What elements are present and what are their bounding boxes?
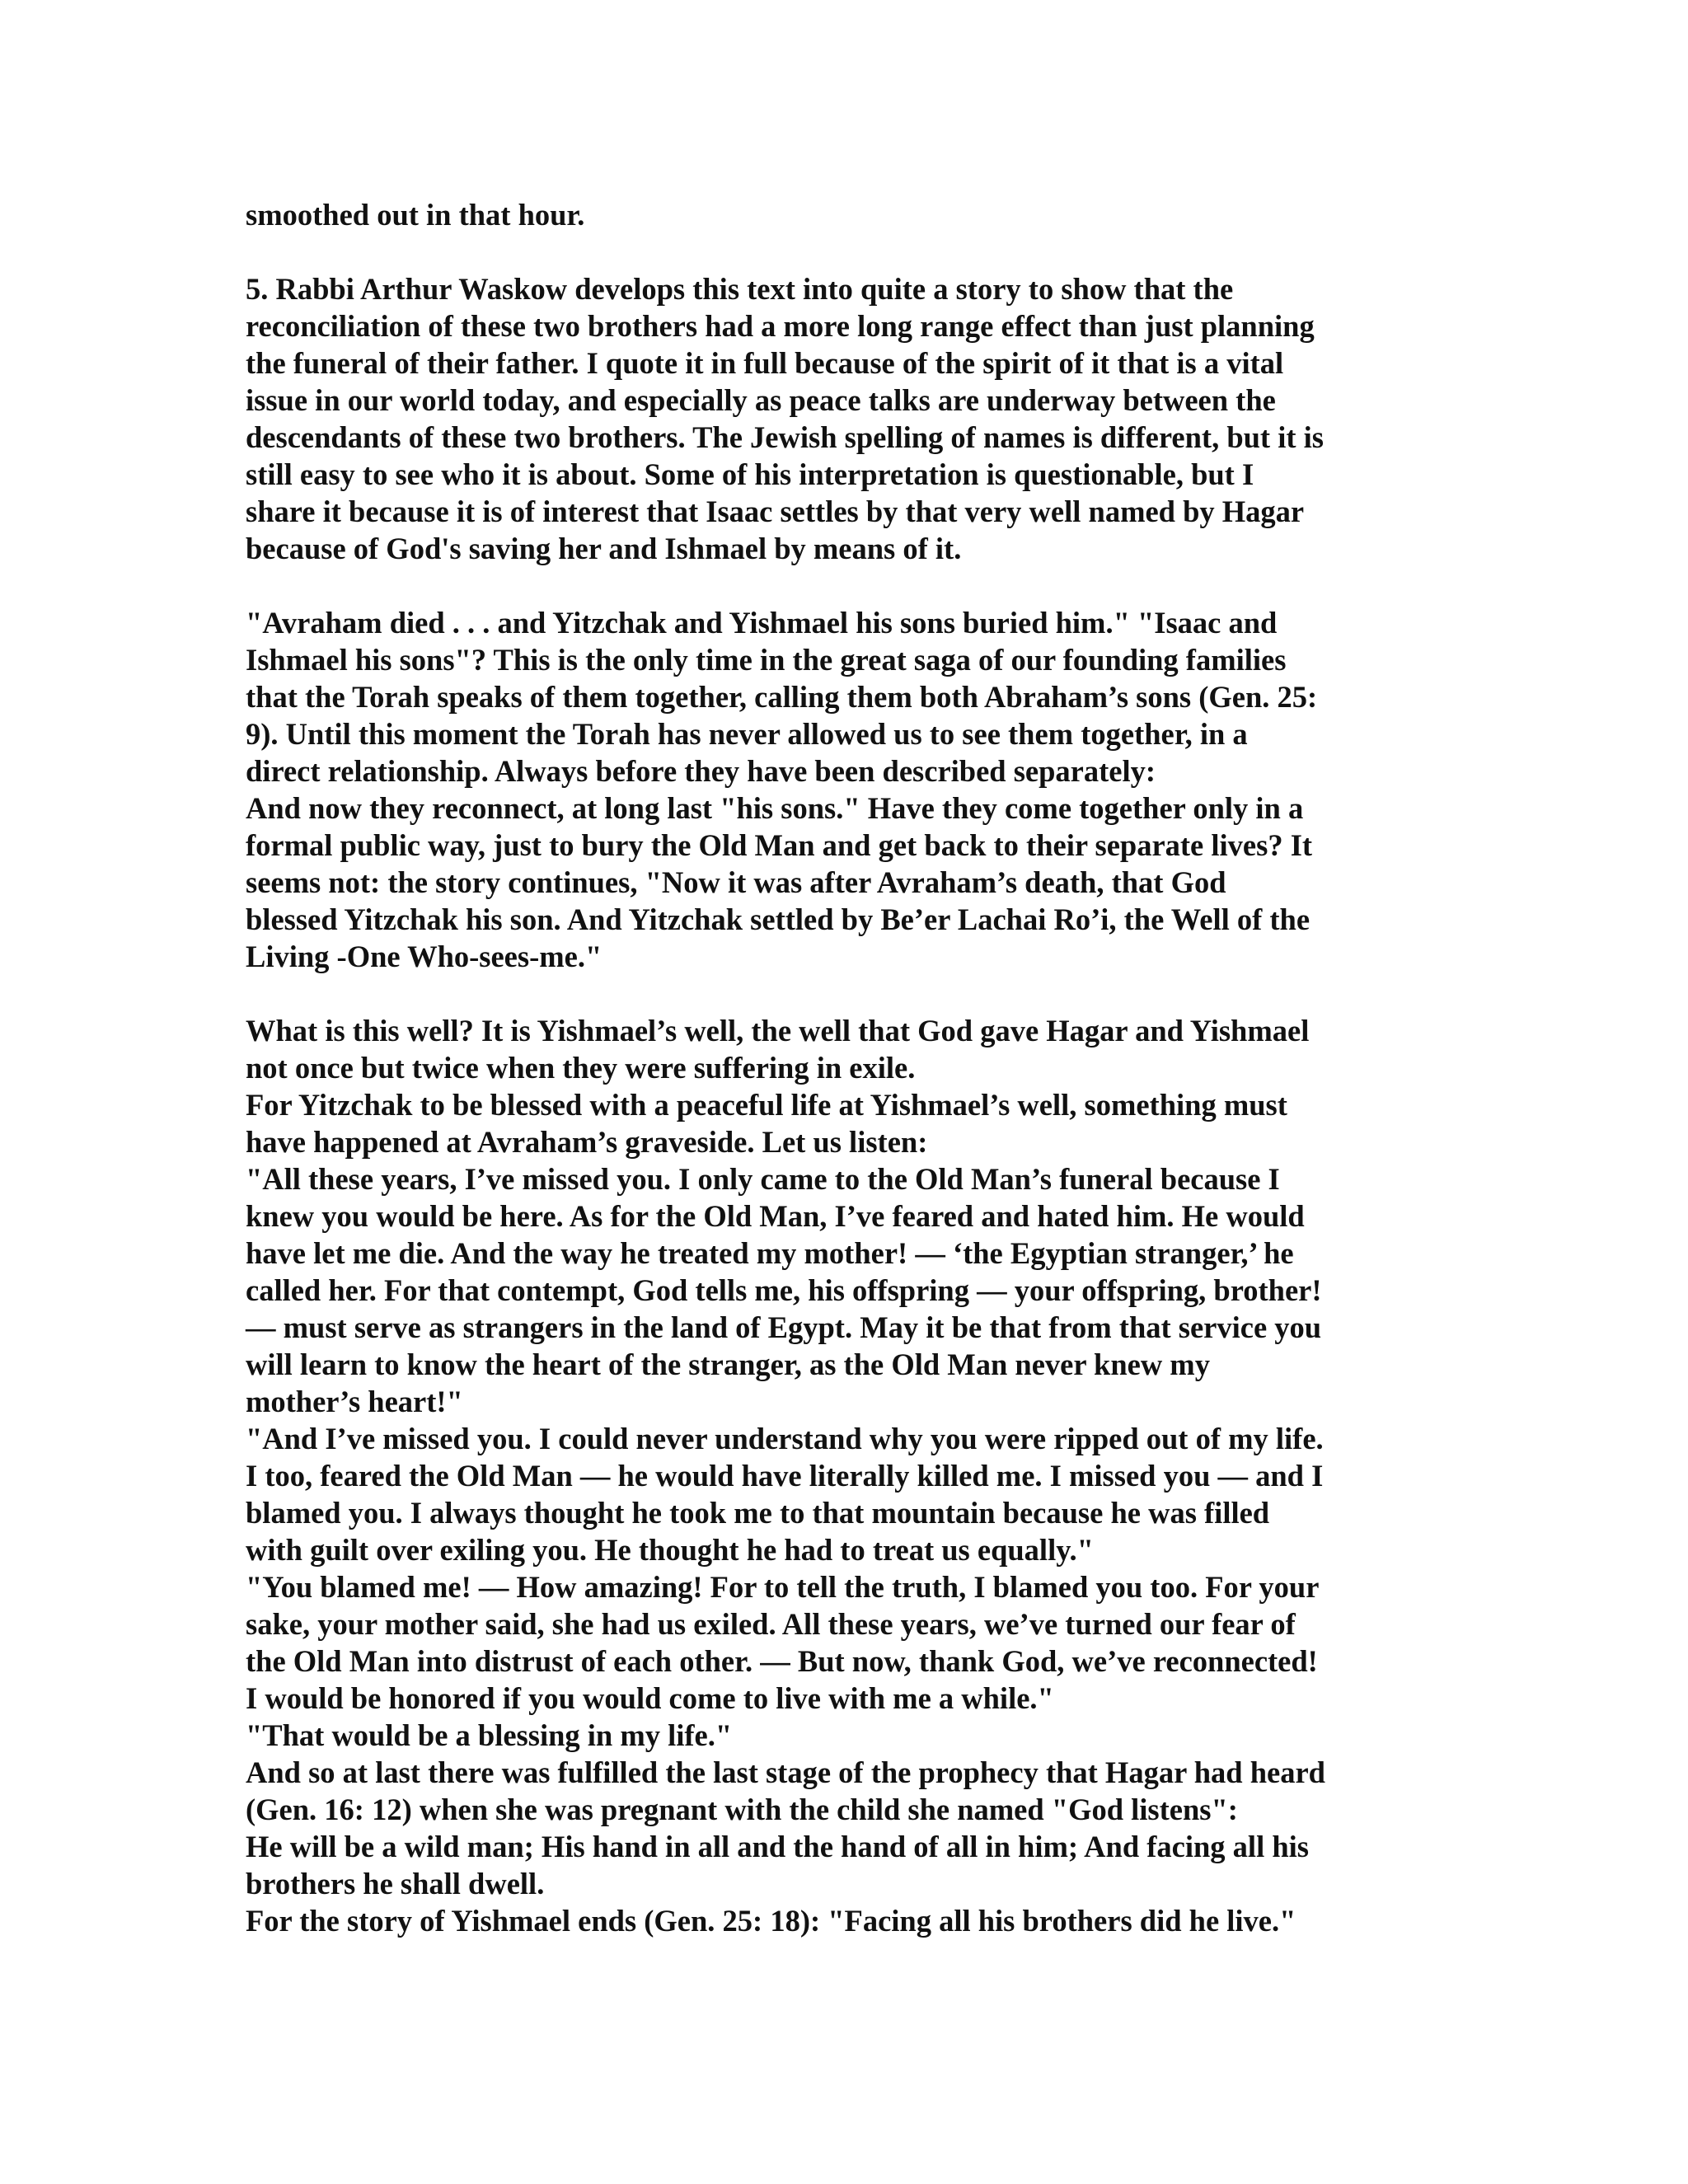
text-line: issue in our world today, and especially as peace talks are underway between the [246,383,1276,417]
text-line: reconciliation of these two brothers had a more long range effect than just planning [246,309,1315,343]
paragraph-well-dialogue [246,1012,1451,1939]
text-line: brothers he shall dwell. [246,1867,545,1900]
text-line: He will be a wild man; His hand in all and the hand of all in him; And facing all his [246,1830,1309,1863]
text-line: Living -One Who-sees-me." [246,940,603,973]
text-line: 9). Until this moment the Torah has never allowed us to see them together, in a [246,717,1248,751]
document-page [246,196,1451,1939]
text-line: not once but twice when they were suffering in exile. [246,1051,916,1085]
text-line: blessed Yitzchak his son. And Yitzchak settled by Be’er Lachai Ro’i, the Well of the [246,902,1311,936]
text-line: have happened at Avraham’s graveside. Let us listen: [246,1125,928,1159]
text-line: mother’s heart!" [246,1385,463,1418]
text-line: still easy to see who it is about. Some of his interpretation is questionable, but I [246,457,1254,491]
text-line: knew you would be here. As for the Old Man, I’ve feared and hated him. He would [246,1199,1305,1233]
text-line: direct relationship. Always before they have been described separately: [246,754,1156,788]
text-line: formal public way, just to bury the Old Man and get back to their separate lives? It [246,828,1313,862]
paragraph-quote-avraham [246,604,1451,975]
text-line: with guilt over exiling you. He thought he had to treat us equally." [246,1533,1094,1567]
text-line: (Gen. 16: 12) when she was pregnant with the child she named "God listens": [246,1793,1238,1826]
text-line: seems not: the story continues, "Now it was after Avraham’s death, that God [246,865,1226,899]
text-line: called her. For that contempt, God tells me, his offspring — your offspring, brother! [246,1273,1322,1307]
text-line: I too, feared the Old Man — he would have literally killed me. I missed you — and I [246,1459,1324,1493]
text-line: the Old Man into distrust of each other. — But now, thank God, we’ve reconnected! [246,1644,1318,1678]
text-line: share it because it is of interest that Isaac settles by that very well named by Hagar [246,494,1305,528]
text-line: sake, your mother said, she had us exiled. All these years, we’ve turned our fear of [246,1607,1296,1641]
paragraph-gap [246,233,1451,270]
paragraph-gap [246,567,1451,604]
text-line: And so at last there was fulfilled the last stage of the prophecy that Hagar had heard [246,1755,1325,1789]
text-line: smoothed out in that hour. [246,198,585,232]
text-line: will learn to know the heart of the stranger, as the Old Man never knew my [246,1347,1210,1381]
text-line: "And I’ve missed you. I could never understand why you were ripped out of my life. [246,1422,1324,1455]
text-line: "You blamed me! — How amazing! For to tell the truth, I blamed you too. For your [246,1570,1320,1604]
text-line: I would be honored if you would come to live with me a while." [246,1681,1054,1715]
text-line: 5. Rabbi Arthur Waskow develops this text into quite a story to show that the [246,272,1234,306]
text-line: And now they reconnect, at long last "his sons." Have they come together only in a [246,791,1304,825]
text-line: "All these years, I’ve missed you. I only came to the Old Man’s funeral because I [246,1162,1280,1196]
text-line: blamed you. I always thought he took me to that mountain because he was filled [246,1496,1270,1530]
text-line: Ishmael his sons"? This is the only time in the great saga of our founding families [246,643,1287,677]
text-line: — must serve as strangers in the land of Egypt. May it be that from that service you [246,1310,1322,1344]
text-line: have let me die. And the way he treated my mother! — ‘the Egyptian stranger,’ he [246,1236,1294,1270]
text-line: For Yitzchak to be blessed with a peaceful life at Yishmael’s well, something must [246,1088,1287,1122]
text-line: For the story of Yishmael ends (Gen. 25: 18): "Facing all his brothers did he live." [246,1904,1296,1938]
paragraph-continuation [246,196,1451,233]
text-line: that the Torah speaks of them together, calling them both Abraham’s sons (Gen. 25: [246,680,1318,714]
text-line: What is this well? It is Yishmael’s well, the well that God gave Hagar and Yishmael [246,1014,1310,1047]
text-line: descendants of these two brothers. The Jewish spelling of names is different, but it is [246,420,1324,454]
text-line: "Avraham died . . . and Yitzchak and Yishmael his sons buried him." "Isaac and [246,606,1278,640]
text-line: because of God's saving her and Ishmael by means of it. [246,532,962,565]
text-line: the funeral of their father. I quote it in full because of the spirit of it that is a vital [246,346,1284,380]
paragraph-note-5 [246,270,1451,567]
paragraph-gap [246,975,1451,1012]
text-line: "That would be a blessing in my life." [246,1718,733,1752]
